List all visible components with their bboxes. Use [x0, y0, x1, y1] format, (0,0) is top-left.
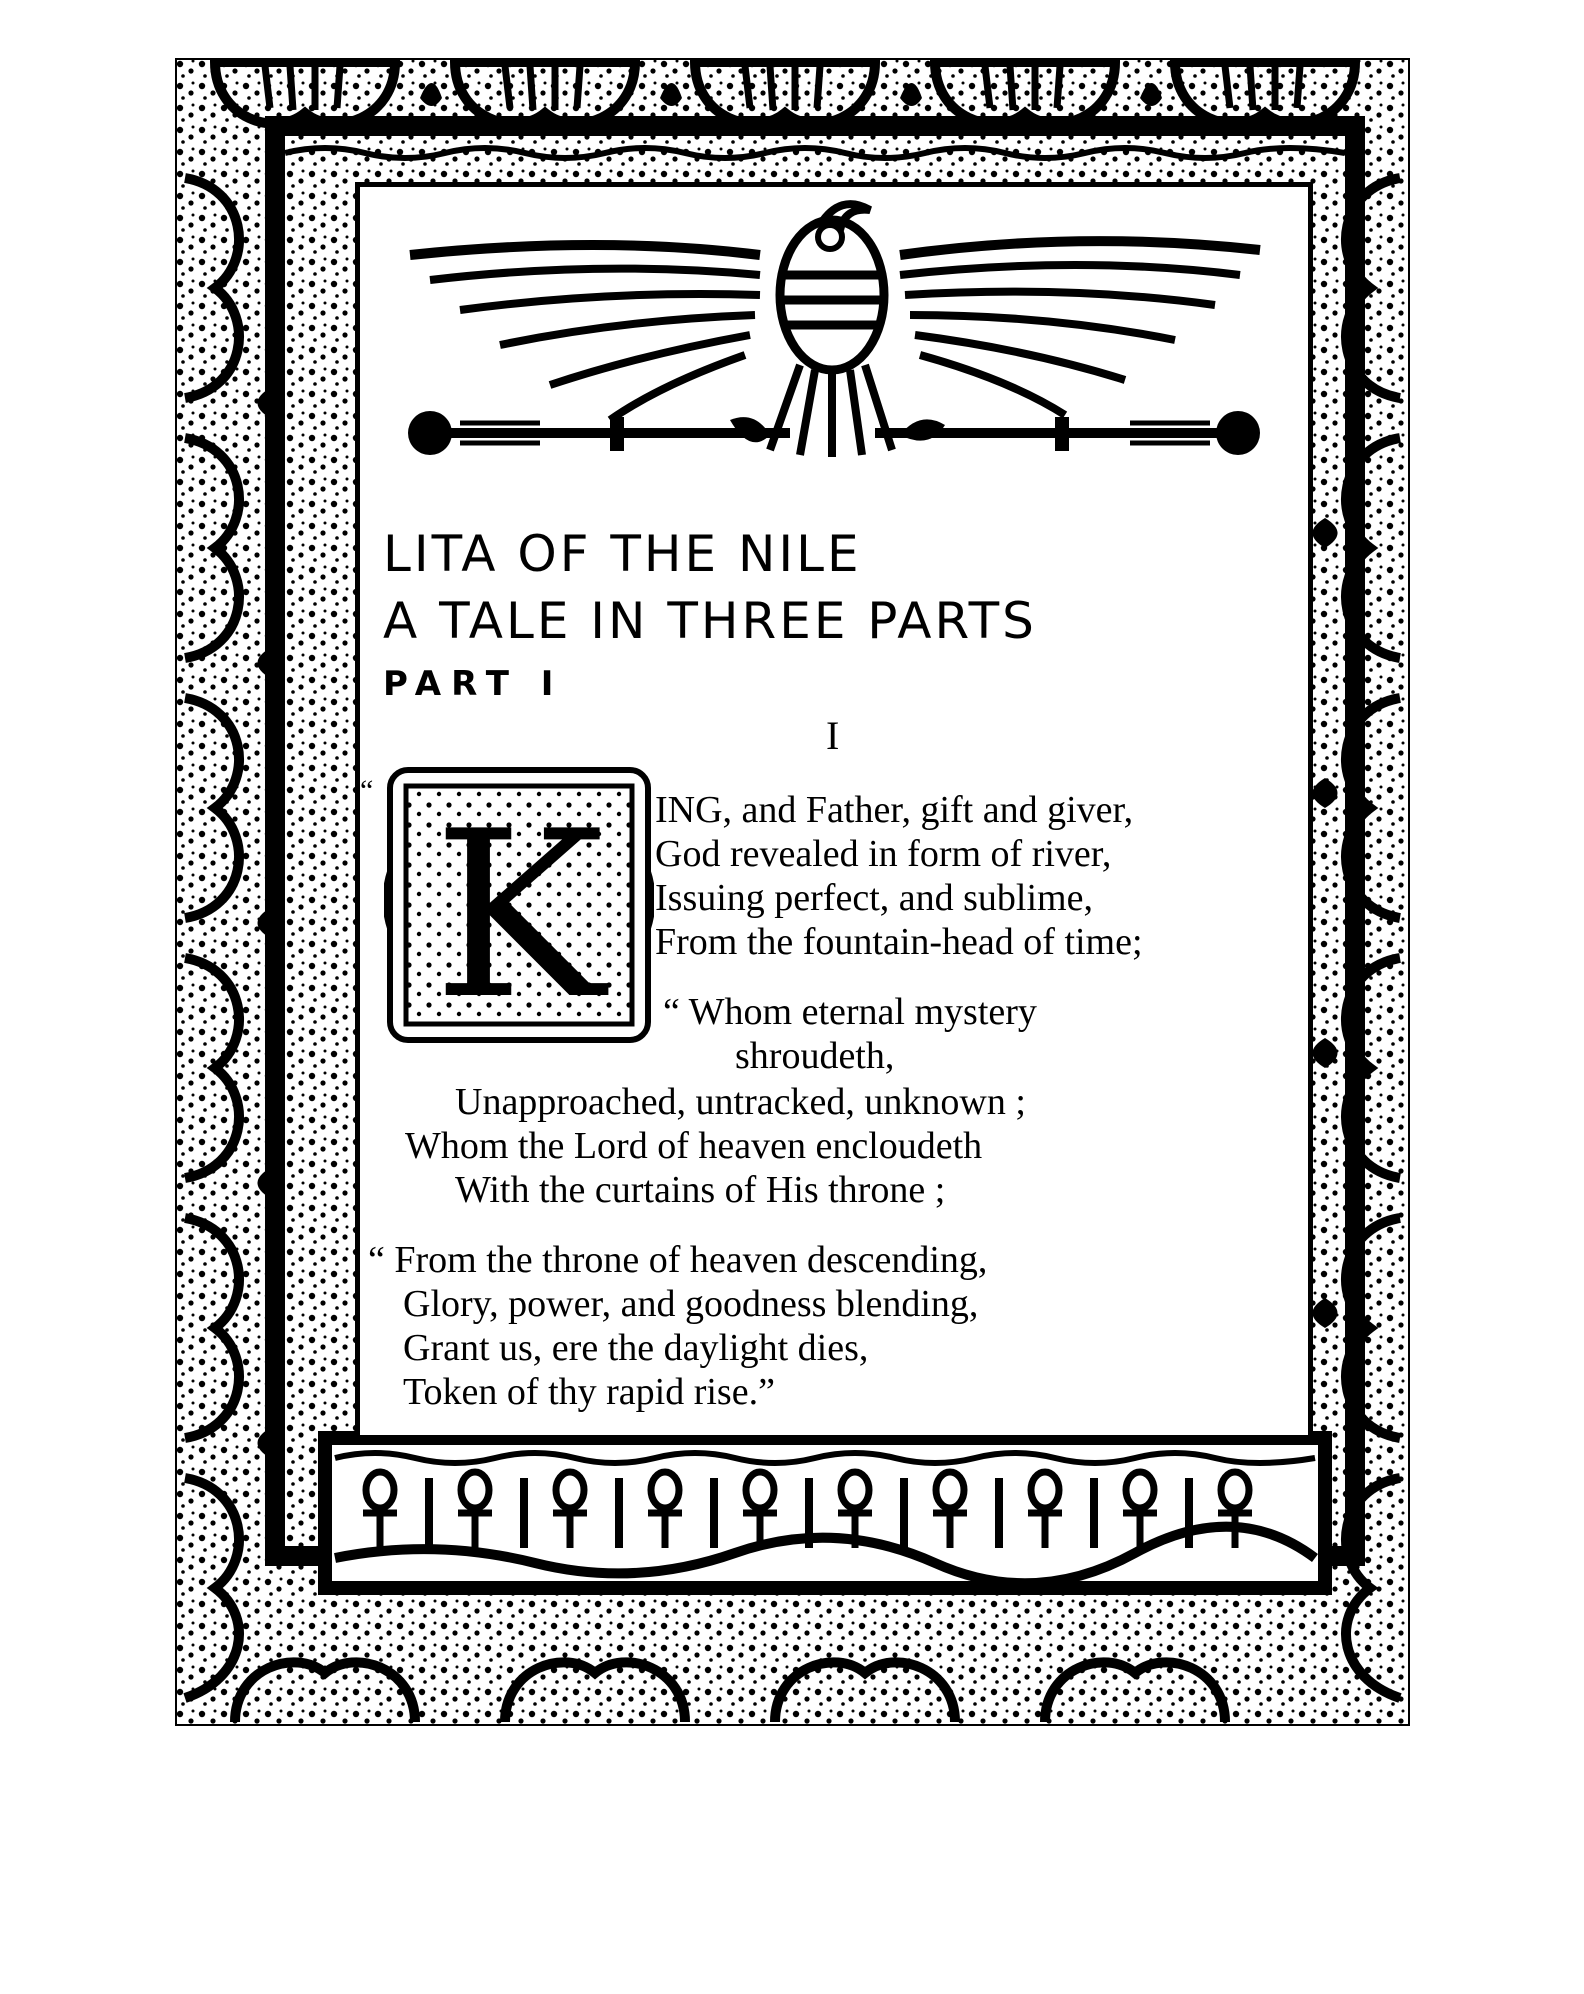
winged-vulture-emblem [400, 195, 1270, 505]
ankh-frieze [325, 1438, 1325, 1588]
verse-line: God revealed in form of river, [655, 833, 1112, 875]
verse-line: “ Whom eternal mystery [663, 991, 1037, 1033]
verse-line: Issuing perfect, and sublime, [655, 877, 1093, 919]
verse-line: Token of thy rapid rise.” [403, 1371, 775, 1413]
verse-line: shroudeth, [735, 1035, 895, 1077]
verse-line: Whom the Lord of heaven encloudeth [405, 1125, 983, 1167]
drop-cap-letter: K [433, 783, 605, 1050]
verse-line: “ From the throne of heaven descending, [368, 1239, 988, 1281]
title-line-1: LITA OF THE NILE [383, 525, 862, 583]
part-heading: PART I [383, 664, 564, 704]
verse-line: ING, and Father, gift and giver, [655, 789, 1134, 831]
verse-line: Glory, power, and goodness blending, [403, 1283, 979, 1325]
verse-line: With the curtains of His throne ; [455, 1169, 946, 1211]
opening-quote-mark: “ [360, 774, 374, 807]
drop-cap-ornament [384, 760, 654, 1050]
verse-line: Grant us, ere the daylight dies, [403, 1327, 869, 1369]
verse-line: From the fountain-head of time; [655, 921, 1143, 963]
section-numeral: I [826, 713, 840, 758]
title-line-2: A TALE IN THREE PARTS [383, 592, 1037, 650]
verse-line: Unapproached, untracked, unknown ; [455, 1081, 1026, 1123]
